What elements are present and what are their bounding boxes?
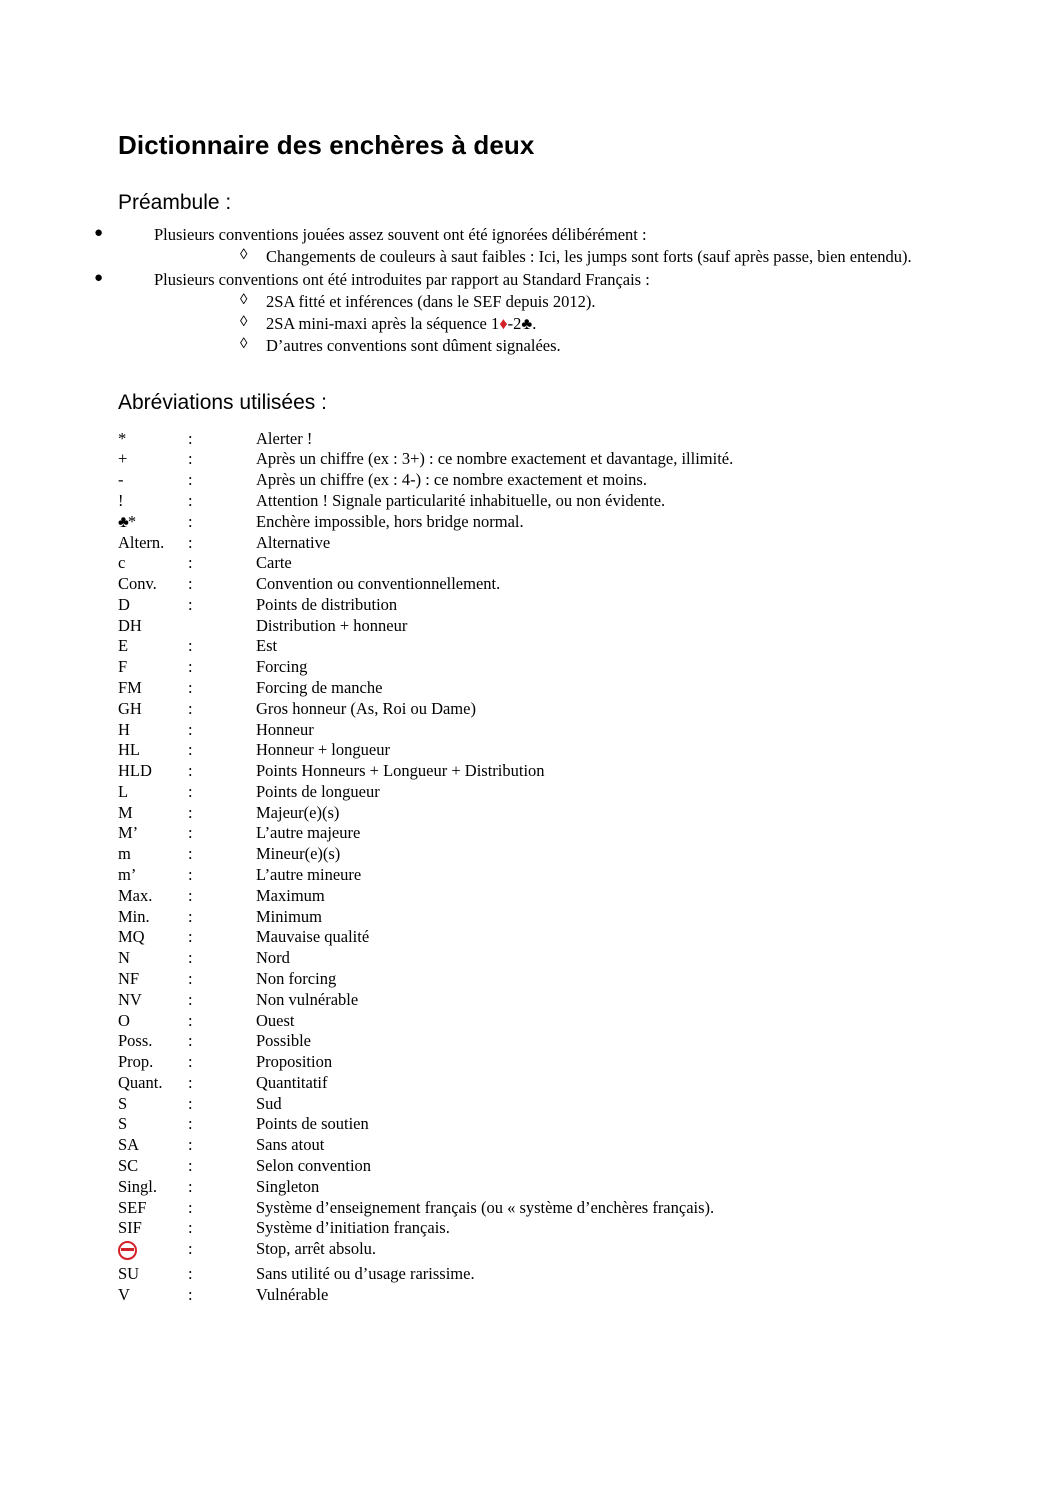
abbreviation-colon: :	[188, 636, 193, 656]
abbreviation-symbol: S	[118, 1114, 128, 1134]
abbreviation-symbol: m’	[118, 865, 137, 885]
sub-list-item	[154, 291, 978, 313]
document-content	[94, 130, 978, 1305]
abbreviation-definition: L’autre mineure	[256, 865, 362, 885]
abbreviation-definition: Sans utilité ou d’usage rarissime.	[256, 1263, 475, 1283]
abbreviation-symbol: Prop.	[118, 1052, 154, 1072]
bullet-dot-icon: ●	[94, 225, 104, 241]
abbreviation-symbol: Min.	[118, 906, 150, 926]
abbreviation-definition: Points Honneurs + Longueur + Distribution	[256, 761, 545, 781]
abbreviation-symbol: M	[118, 802, 133, 822]
abbreviation-colon: :	[188, 989, 193, 1009]
table-row	[118, 1094, 733, 1115]
abbreviation-definition: Sud	[256, 1093, 282, 1113]
table-row	[118, 616, 733, 637]
abbreviation-colon: :	[188, 1218, 193, 1238]
abbreviation-definition: Sans atout	[256, 1135, 325, 1155]
abbreviation-definition: Après un chiffre (ex : 4-) : ce nombre exactement et moins.	[256, 470, 647, 490]
sub-list-item-label: 2SA fitté et inférences (dans le SEF depuis 2012).	[266, 291, 596, 311]
abbreviation-colon	[188, 616, 256, 637]
abbreviation-colon: :	[188, 823, 193, 843]
abbreviation-symbol: D	[118, 594, 130, 614]
table-row	[118, 678, 733, 699]
abbreviation-colon: :	[188, 1031, 193, 1051]
abbreviation-symbol-club-star	[118, 512, 188, 533]
abbreviation-symbol: O	[118, 1010, 130, 1030]
table-row	[118, 636, 733, 657]
table-row	[118, 429, 733, 450]
abbreviation-symbol: GH	[118, 698, 142, 718]
abbreviation-symbol: NV	[118, 989, 142, 1009]
abbreviation-symbol: SIF	[118, 1218, 142, 1238]
table-row	[118, 1114, 733, 1135]
abbreviation-symbol: Conv.	[118, 574, 157, 594]
sub-list-item	[154, 313, 978, 335]
abbreviation-colon: :	[188, 1072, 193, 1092]
abbreviation-symbol: SEF	[118, 1197, 147, 1217]
abbreviation-colon: :	[188, 719, 193, 739]
abbreviation-colon: :	[188, 1176, 193, 1196]
abbreviation-symbol: HLD	[118, 761, 152, 781]
abbreviation-definition: Convention ou conventionnellement.	[256, 574, 501, 594]
abbreviation-definition: Points de distribution	[256, 594, 398, 614]
table-row	[118, 927, 733, 948]
abbreviation-symbol: c	[118, 553, 126, 573]
abbreviation-definition: Système d’enseignement français (ou « système d’enchères français).	[256, 1197, 715, 1217]
abbreviation-colon: :	[188, 1155, 193, 1175]
table-row	[118, 865, 733, 886]
abbreviation-symbol: m	[118, 844, 131, 864]
abbreviation-colon: :	[188, 428, 193, 448]
abbreviation-colon: :	[188, 1052, 193, 1072]
abbreviation-definition: Minimum	[256, 906, 323, 926]
table-row	[118, 761, 733, 782]
asterisk-icon: *	[127, 511, 136, 531]
table-row	[118, 969, 733, 990]
abbreviation-colon: :	[188, 1114, 193, 1134]
abbreviation-definition: Système d’initiation français.	[256, 1218, 450, 1238]
table-row	[118, 1156, 733, 1177]
page-title: Dictionnaire des enchères à deux	[118, 130, 535, 160]
diamond-bullet-icon: ◊	[240, 246, 248, 263]
abbreviation-symbol: E	[118, 636, 129, 656]
abbreviation-colon: :	[188, 885, 193, 905]
abbreviation-colon: :	[188, 449, 193, 469]
abbreviation-colon: :	[188, 698, 193, 718]
abbreviation-symbol: +	[118, 449, 128, 469]
abbreviation-definition: Selon convention	[256, 1155, 372, 1175]
abbreviation-definition: Ouest	[256, 1010, 295, 1030]
abbreviation-symbol: SU	[118, 1263, 140, 1283]
abbreviation-colon: :	[188, 1010, 193, 1030]
table-row	[118, 907, 733, 928]
abbreviation-colon: :	[188, 1197, 193, 1217]
table-row	[118, 1031, 733, 1052]
sub-list-item-label: Changements de couleurs à saut faibles : Ici, les jumps sont forts (sauf après passe, bien entendu).	[266, 246, 912, 266]
table-row	[118, 553, 733, 574]
abbreviation-definition: Alerter !	[256, 428, 313, 448]
abbreviation-definition: Gros honneur (As, Roi ou Dame)	[256, 698, 476, 718]
abbreviation-symbol: *	[118, 428, 127, 448]
abbreviation-colon: :	[188, 761, 193, 781]
abbreviation-definition: Singleton	[256, 1176, 320, 1196]
table-row	[118, 470, 733, 491]
table-row	[118, 449, 733, 470]
table-row	[118, 782, 733, 803]
abbreviation-definition: Distribution + honneur	[256, 615, 408, 635]
table-row	[118, 1135, 733, 1156]
abbreviation-symbol: H	[118, 719, 130, 739]
abbreviation-colon: :	[188, 532, 193, 552]
table-row	[118, 512, 733, 533]
abbreviation-definition: Alternative	[256, 532, 331, 552]
abbreviation-definition: Honneur + longueur	[256, 740, 390, 760]
club-suit-icon: ♣	[118, 511, 128, 531]
abbreviation-colon: :	[188, 678, 193, 697]
table-row	[118, 657, 733, 678]
abbreviation-symbol: !	[118, 490, 124, 510]
abbreviation-symbol: DH	[118, 615, 142, 635]
abbreviation-colon: :	[188, 844, 193, 864]
table-row	[118, 948, 733, 969]
abbreviation-symbol: SA	[118, 1135, 140, 1155]
diamond-bullet-icon: ◊	[240, 335, 248, 352]
abbreviation-definition: Quantitatif	[256, 1072, 328, 1092]
table-row	[118, 1218, 733, 1239]
table-row	[118, 1073, 733, 1094]
abbreviation-colon: :	[188, 594, 193, 614]
abbreviation-symbol: S	[118, 1093, 128, 1113]
section-heading-abbreviations: Abréviations utilisées :	[118, 390, 327, 414]
table-row	[118, 1239, 733, 1264]
abbreviation-definition: Points de longueur	[256, 781, 380, 801]
sub-list-item	[154, 246, 978, 268]
table-row	[118, 699, 733, 720]
table-row	[118, 720, 733, 741]
abbreviation-definition: Forcing	[256, 657, 308, 677]
table-row	[118, 990, 733, 1011]
abbreviation-definition: Forcing de manche	[256, 678, 383, 697]
abbreviations-table	[118, 429, 733, 1306]
table-row	[118, 1264, 733, 1285]
table-row	[118, 595, 733, 616]
abbreviation-symbol: Poss.	[118, 1031, 153, 1051]
section-heading-preamble: Préambule :	[118, 191, 232, 214]
abbreviation-symbol: MQ	[118, 927, 145, 947]
abbreviation-definition: Enchère impossible, hors bridge normal.	[256, 511, 524, 531]
abbreviation-symbol-stop	[118, 1239, 188, 1264]
abbreviation-symbol: Quant.	[118, 1072, 163, 1092]
abbreviation-colon: :	[188, 906, 193, 926]
sub-list-item-label: D’autres conventions sont dûment signalées.	[266, 335, 561, 355]
abbreviation-definition: Honneur	[256, 719, 314, 739]
sub-list	[154, 246, 978, 268]
abbreviation-definition: Majeur(e)(s)	[256, 802, 340, 822]
abbreviation-definition: Nord	[256, 948, 290, 968]
bullet-dot-icon: ●	[94, 269, 104, 286]
sub-list-item	[154, 335, 978, 357]
abbreviation-definition: Mauvaise qualité	[256, 927, 370, 947]
abbreviation-colon: :	[188, 470, 193, 490]
abbreviation-colon: :	[188, 1239, 193, 1259]
abbreviation-definition: Proposition	[256, 1052, 333, 1072]
abbreviation-definition: Maximum	[256, 885, 325, 905]
abbreviation-definition: Attention ! Signale particularité inhabituelle, ou non évidente.	[256, 490, 666, 510]
abbreviation-colon: :	[188, 968, 193, 988]
abbreviation-colon: :	[188, 1093, 193, 1113]
abbreviation-symbol: L	[118, 781, 129, 801]
abbreviation-colon: :	[188, 1263, 193, 1283]
abbreviation-colon: :	[188, 574, 193, 594]
table-row	[118, 1052, 733, 1073]
abbreviation-symbol: SC	[118, 1155, 139, 1175]
abbreviation-symbol: V	[118, 1284, 130, 1304]
table-row	[118, 1011, 733, 1032]
preamble-list	[94, 224, 978, 357]
abbreviation-symbol: M’	[118, 823, 139, 843]
stop-sign-icon	[118, 1241, 137, 1260]
abbreviation-colon: :	[188, 781, 193, 801]
diamond-bullet-icon: ◊	[240, 291, 248, 308]
abbreviation-colon: :	[188, 490, 193, 510]
table-row	[118, 533, 733, 554]
abbreviation-symbol: F	[118, 657, 128, 677]
table-row	[118, 1198, 733, 1219]
abbreviation-colon: :	[188, 553, 193, 573]
abbreviation-definition: Mineur(e)(s)	[256, 844, 341, 864]
bullet-item	[94, 269, 978, 357]
table-row	[118, 803, 733, 824]
abbreviation-symbol: N	[118, 948, 130, 968]
bullet-item-label: Plusieurs conventions ont été introduites par rapport au Standard Français :	[154, 269, 650, 289]
abbreviation-definition: Est	[256, 636, 278, 656]
table-row	[118, 574, 733, 595]
abbreviation-symbol: Max.	[118, 885, 153, 905]
abbreviation-definition: Après un chiffre (ex : 3+) : ce nombre exactement et davantage, illimité.	[256, 449, 734, 469]
diamond-suit-icon: ♦	[499, 313, 508, 333]
abbreviation-colon: :	[188, 1135, 193, 1155]
table-row	[118, 740, 733, 761]
diamond-bullet-icon: ◊	[240, 313, 248, 330]
table-row	[118, 886, 733, 907]
abbreviation-colon: :	[188, 865, 193, 885]
table-row	[118, 823, 733, 844]
sub-list-item-label: 2SA mini-maxi après la séquence 1♦-2♣.	[266, 313, 537, 333]
abbreviation-symbol: NF	[118, 968, 140, 988]
abbreviation-symbol: HL	[118, 740, 140, 760]
club-suit-icon: ♣	[521, 313, 533, 333]
sub-list	[154, 291, 978, 357]
abbreviation-definition: Non vulnérable	[256, 989, 359, 1009]
abbreviation-symbol: Altern.	[118, 532, 165, 552]
bullet-item-label: Plusieurs conventions jouées assez souvent ont été ignorées délibérément :	[154, 225, 647, 244]
abbreviation-definition: Points de soutien	[256, 1114, 369, 1134]
bullet-item	[94, 224, 978, 268]
abbreviation-colon: :	[188, 657, 193, 677]
abbreviation-definition: Vulnérable	[256, 1284, 329, 1304]
table-row	[118, 1177, 733, 1198]
table-row	[118, 844, 733, 865]
abbreviation-definition: Stop, arrêt absolu.	[256, 1239, 377, 1259]
abbreviation-symbol: Singl.	[118, 1176, 157, 1196]
abbreviation-colon: :	[188, 740, 193, 760]
abbreviation-colon: :	[188, 802, 193, 822]
abbreviation-colon: :	[188, 948, 193, 968]
table-row	[118, 1285, 733, 1306]
table-row	[118, 491, 733, 512]
abbreviation-colon: :	[188, 927, 193, 947]
abbreviation-symbol: FM	[118, 678, 142, 697]
abbreviation-colon: :	[188, 511, 193, 531]
abbreviation-colon: :	[188, 1284, 193, 1304]
abbreviation-definition: L’autre majeure	[256, 823, 361, 843]
abbreviation-definition: Possible	[256, 1031, 312, 1051]
abbreviation-definition: Carte	[256, 553, 292, 573]
abbreviation-definition: Non forcing	[256, 968, 337, 988]
abbreviation-symbol: -	[118, 470, 124, 490]
